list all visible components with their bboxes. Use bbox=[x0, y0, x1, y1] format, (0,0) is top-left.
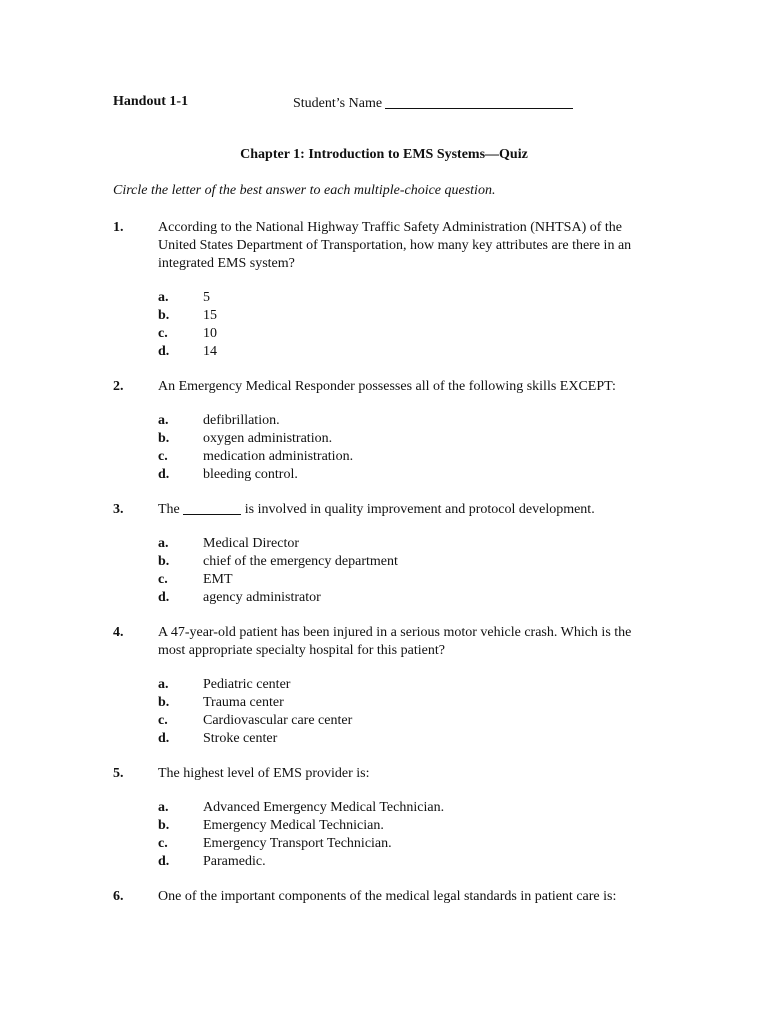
option-letter: c. bbox=[158, 449, 168, 464]
option-b[interactable] bbox=[158, 694, 658, 712]
option-c[interactable] bbox=[158, 835, 658, 853]
question-6 bbox=[113, 888, 658, 906]
student-name-label: Student’s Name bbox=[293, 96, 383, 111]
option-letter: a. bbox=[158, 413, 169, 428]
option-letter: b. bbox=[158, 818, 170, 833]
option-text: EMT bbox=[203, 572, 233, 587]
page-title: Chapter 1: Introduction to EMS Systems—Quiz bbox=[240, 147, 528, 162]
option-a[interactable] bbox=[158, 289, 658, 307]
option-d[interactable] bbox=[158, 589, 658, 607]
option-text: Emergency Medical Technician. bbox=[203, 818, 384, 833]
question-5 bbox=[113, 765, 658, 871]
option-b[interactable] bbox=[158, 817, 658, 835]
option-letter: a. bbox=[158, 290, 169, 305]
option-text: Advanced Emergency Medical Technician. bbox=[203, 800, 445, 815]
question-number: 2. bbox=[113, 379, 124, 394]
option-text: Trauma center bbox=[203, 695, 284, 710]
question-text: An Emergency Medical Responder possesses all of the following skills EXCEPT: bbox=[158, 379, 616, 394]
option-letter: d. bbox=[158, 731, 170, 746]
option-list bbox=[158, 799, 658, 871]
question-number: 4. bbox=[113, 625, 124, 640]
option-letter: a. bbox=[158, 536, 169, 551]
question-number: 3. bbox=[113, 502, 124, 517]
question-list bbox=[113, 219, 658, 923]
option-list bbox=[158, 535, 658, 607]
option-text: Cardiovascular care center bbox=[203, 713, 353, 728]
option-text: Stroke center bbox=[203, 731, 278, 746]
option-d[interactable] bbox=[158, 730, 658, 748]
question-4 bbox=[113, 624, 658, 748]
option-b[interactable] bbox=[158, 307, 658, 325]
option-c[interactable] bbox=[158, 571, 658, 589]
question-text: According to the National Highway Traffic Safety Administration (NHTSA) of the United States Department of Transportation, how many key attributes are there in an integrated EMS system? bbox=[158, 220, 632, 271]
option-list bbox=[158, 412, 658, 484]
option-letter: b. bbox=[158, 308, 170, 323]
question-3 bbox=[113, 501, 658, 607]
option-a[interactable] bbox=[158, 676, 658, 694]
option-letter: d. bbox=[158, 590, 170, 605]
option-d[interactable] bbox=[158, 343, 658, 361]
option-text: medication administration. bbox=[203, 449, 354, 464]
question-number: 6. bbox=[113, 889, 124, 904]
question-text bbox=[158, 501, 658, 519]
option-d[interactable] bbox=[158, 853, 658, 871]
option-text: oxygen administration. bbox=[203, 431, 333, 446]
option-list bbox=[158, 289, 658, 361]
question-number: 1. bbox=[113, 220, 124, 235]
option-letter: c. bbox=[158, 713, 168, 728]
question-text: A 47-year-old patient has been injured in a serious motor vehicle crash. Which is the most appropriate specialty hospital for this patient? bbox=[158, 625, 632, 658]
fill-in-blank bbox=[183, 501, 241, 515]
question-1 bbox=[113, 219, 658, 361]
option-text: Pediatric center bbox=[203, 677, 291, 692]
handout-label: Handout 1-1 bbox=[113, 94, 189, 109]
option-letter: c. bbox=[158, 326, 168, 341]
option-text: Medical Director bbox=[203, 536, 300, 551]
option-letter: b. bbox=[158, 554, 170, 569]
question-number: 5. bbox=[113, 766, 124, 781]
option-d[interactable] bbox=[158, 466, 658, 484]
student-name-line[interactable] bbox=[385, 94, 573, 109]
question-text: The highest level of EMS provider is: bbox=[158, 766, 370, 781]
option-text: defibrillation. bbox=[203, 413, 280, 428]
option-letter: d. bbox=[158, 854, 170, 869]
question-2 bbox=[113, 378, 658, 484]
option-b[interactable] bbox=[158, 430, 658, 448]
option-a[interactable] bbox=[158, 412, 658, 430]
option-text: agency administrator bbox=[203, 590, 321, 605]
option-text: Paramedic. bbox=[203, 854, 266, 869]
question-text: One of the important components of the medical legal standards in patient care is: bbox=[158, 889, 617, 904]
option-text: chief of the emergency department bbox=[203, 554, 398, 569]
option-letter: c. bbox=[158, 836, 168, 851]
option-a[interactable] bbox=[158, 799, 658, 817]
option-letter: a. bbox=[158, 800, 169, 815]
option-letter: c. bbox=[158, 572, 168, 587]
option-b[interactable] bbox=[158, 553, 658, 571]
option-a[interactable] bbox=[158, 535, 658, 553]
option-c[interactable] bbox=[158, 325, 658, 343]
option-letter: b. bbox=[158, 695, 170, 710]
option-c[interactable] bbox=[158, 448, 658, 466]
student-name-field bbox=[293, 94, 573, 112]
question-text-before: The bbox=[158, 502, 180, 517]
instructions: Circle the letter of the best answer to each multiple-choice question. bbox=[113, 183, 496, 198]
option-text: bleeding control. bbox=[203, 467, 298, 482]
option-letter: d. bbox=[158, 467, 170, 482]
option-letter: b. bbox=[158, 431, 170, 446]
option-list bbox=[158, 676, 658, 748]
option-text: 15 bbox=[203, 308, 217, 323]
option-letter: d. bbox=[158, 344, 170, 359]
question-text-after: is involved in quality improvement and protocol development. bbox=[244, 502, 595, 517]
option-letter: a. bbox=[158, 677, 169, 692]
option-text: 14 bbox=[203, 344, 217, 359]
handout-header bbox=[113, 94, 673, 114]
option-text: 5 bbox=[203, 290, 210, 305]
option-text: 10 bbox=[203, 326, 217, 341]
option-c[interactable] bbox=[158, 712, 658, 730]
option-text: Emergency Transport Technician. bbox=[203, 836, 392, 851]
